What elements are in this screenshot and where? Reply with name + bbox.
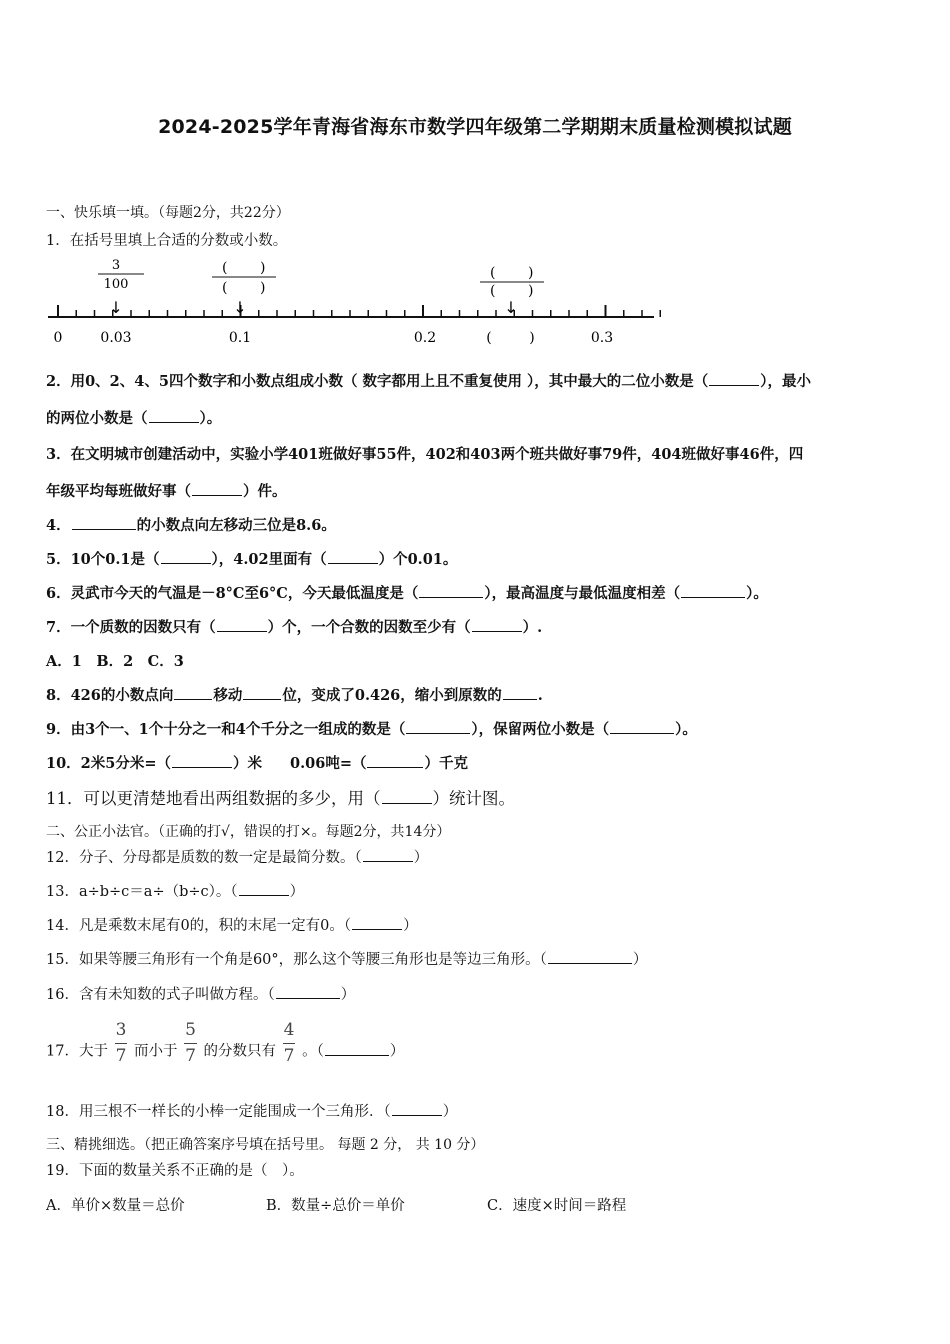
answer-blank[interactable]: [276, 985, 340, 999]
question-19: 19．下面的数量关系不正确的是（ ）。: [46, 1163, 304, 1179]
fraction-denominator: 7: [283, 1046, 295, 1066]
answer-blank[interactable]: [681, 584, 745, 598]
blank-fraction-2-open: (: [490, 265, 496, 281]
q13-text-a: 13．a÷b÷c＝a÷（b÷c）。（: [46, 884, 238, 900]
q6-text-a: 6．灵武市今天的气温是－8°C至6°C，今天最低温度是（: [46, 585, 419, 602]
label-0: 0: [53, 330, 63, 346]
blank-fraction-1-close-b: ): [260, 280, 266, 296]
question-13: [46, 880, 304, 901]
fraction-numerator: 4: [283, 1022, 296, 1044]
q10-text-d: ）千克: [424, 755, 468, 772]
q5-text-a: 5．10个0.1是（: [46, 551, 160, 568]
arrow-icon: ↓: [109, 298, 123, 317]
arrow-icon: ↓: [504, 298, 518, 317]
question-3-cont: [46, 480, 287, 501]
fraction-denominator: 7: [115, 1046, 127, 1066]
q5-text-b: ），4.02里面有（: [211, 551, 327, 568]
question-1: 1．在括号里填上合适的分数或小数。: [46, 233, 288, 249]
fraction-3-7: [115, 1022, 128, 1065]
q16-text-b: ）: [340, 987, 356, 1003]
answer-blank[interactable]: [472, 618, 522, 632]
fraction-denominator: 7: [185, 1046, 196, 1066]
q8-text-c: 位，变成了0.426，缩小到原数的: [282, 687, 502, 704]
section-3-header: 三、精挑细选。（把正确答案序号填在括号里。 每题 2 分， 共 10 分）: [46, 1137, 485, 1153]
answer-blank[interactable]: [149, 409, 199, 423]
q6-text-b: ），最高温度与最低温度相差（: [484, 585, 681, 602]
q2-text-d: ）。: [199, 410, 222, 427]
answer-blank[interactable]: [503, 686, 537, 700]
question-12: [46, 846, 428, 867]
blank-fraction-1-open-b: (: [222, 280, 228, 296]
q2-text-c: 的两位小数是（: [46, 410, 148, 427]
label-blank-close: ): [529, 330, 535, 346]
q17-text-mid2: 的分数只有: [203, 1043, 277, 1060]
q13-text-b: ）: [289, 884, 305, 900]
question-11: [46, 785, 515, 809]
blank-fraction-1-open: (: [222, 260, 228, 276]
q2-text-b: ），最小: [760, 373, 812, 390]
question-6: [46, 582, 768, 603]
fraction-numerator: 5: [184, 1022, 197, 1044]
page-title: 2024-2025学年青海省海东市数学四年级第二学期期末质量检测模拟试题: [158, 116, 792, 138]
question-5: [46, 548, 457, 569]
answer-blank[interactable]: [352, 916, 402, 930]
question-15: [46, 948, 647, 969]
answer-blank[interactable]: [419, 584, 483, 598]
q6-text-c: ）。: [746, 585, 768, 602]
answer-blank[interactable]: [548, 950, 632, 964]
q4-text-a: 4．: [46, 517, 71, 534]
q10-text-a: 10．2米5分米=（: [46, 755, 172, 772]
q9-text-a: 9．由3个一、1个十分之一和4个千分之一组成的数是（: [46, 721, 406, 738]
answer-blank[interactable]: [328, 550, 378, 564]
blank-fraction-2-close: ): [528, 265, 534, 281]
fraction-3-100-denominator: 100: [103, 277, 129, 292]
answer-blank[interactable]: [72, 516, 136, 530]
blank-fraction-1-close: ): [260, 260, 266, 276]
blank-fraction-2-open-b: (: [490, 283, 496, 299]
question-3: 3．在文明城市创建活动中，实验小学401班做好事55件，402和403两个班共做好事79件，404班做好事46件，四: [46, 446, 804, 463]
section-1-header: 一、快乐填一填。（每题2分，共22分）: [46, 205, 290, 221]
q11-text-a: 11．可以更清楚地看出两组数据的多少，用（: [46, 789, 381, 808]
answer-blank[interactable]: [363, 848, 413, 862]
q12-text-a: 12．分子、分母都是质数的数一定是最简分数。（: [46, 850, 362, 866]
fraction-5-7: [184, 1022, 197, 1065]
question-16: [46, 983, 355, 1004]
question-19-option-b[interactable]: B．数量÷总价＝单价: [266, 1198, 405, 1214]
q14-text-a: 14．凡是乘数末尾有0的，积的末尾一定有0。（: [46, 918, 352, 934]
label-0-03: 0.03: [100, 330, 132, 346]
answer-blank[interactable]: [392, 1102, 442, 1116]
q3-text-c: ）件。: [243, 483, 287, 500]
answer-blank[interactable]: [239, 882, 289, 896]
q8-text-a: 8．426的小数点向: [46, 687, 174, 704]
q5-text-c: ）个0.01。: [378, 551, 458, 568]
q17-text-post: 。（: [302, 1043, 324, 1060]
answer-blank[interactable]: [172, 754, 232, 768]
q15-text-a: 15．如果等腰三角形有一个角是60°，那么这个等腰三角形也是等边三角形。（: [46, 952, 547, 968]
question-19-option-a[interactable]: A．单价×数量＝总价: [46, 1198, 185, 1214]
q8-text-b: 移动: [213, 687, 243, 704]
q17-text-end: ）: [389, 1043, 405, 1060]
question-18: [46, 1100, 457, 1121]
section-2-header: 二、公正小法官。（正确的打√，错误的打×。每题2分，共14分）: [46, 824, 451, 840]
answer-blank[interactable]: [174, 686, 212, 700]
q12-text-b: ）: [413, 850, 429, 866]
question-9: [46, 718, 697, 739]
q7-text-b: ）个，一个合数的因数至少有（: [267, 619, 471, 636]
answer-blank[interactable]: [217, 618, 267, 632]
q16-text-a: 16．含有未知数的式子叫做方程。（: [46, 987, 275, 1003]
answer-blank[interactable]: [709, 372, 759, 386]
q18-text-a: 18．用三根不一样长的小棒一定能围成一个三角形．（: [46, 1104, 391, 1120]
q7-text-a: 7．一个质数的因数只有（: [46, 619, 216, 636]
question-10: [46, 752, 468, 773]
q7-text-c: ）.: [522, 619, 543, 636]
question-8: [46, 684, 543, 705]
q10-text-c: 0.06吨=（: [290, 755, 367, 772]
label-blank-open: (: [486, 330, 492, 346]
question-2-cont: [46, 407, 221, 428]
answer-blank[interactable]: [406, 720, 470, 734]
question-17: [46, 1020, 405, 1073]
label-0-3: 0.3: [590, 330, 614, 346]
fraction-3-100-numerator: 3: [111, 258, 121, 273]
q10-text-b: ）米: [233, 755, 263, 772]
answer-blank[interactable]: [192, 482, 242, 496]
label-0-2: 0.2: [413, 330, 437, 346]
question-7-options: A．1 B．2 C．3: [46, 653, 184, 670]
q2-text-a: 2．用0、2、4、5四个数字和小数点组成小数（ 数字都用上且不重复使用 ），其中最大的二位小数是（: [46, 373, 709, 390]
q11-text-b: ）统计图。: [432, 789, 515, 808]
arrow-icon: ↓: [233, 298, 247, 317]
fraction-4-7: [283, 1022, 296, 1065]
q3-text-b: 年级平均每班做好事（: [46, 483, 191, 500]
q17-text-mid: 而小于: [134, 1043, 178, 1060]
q9-text-b: ），保留两位小数是（: [471, 721, 610, 738]
q9-text-c: ）。: [675, 721, 697, 738]
answer-blank[interactable]: [382, 790, 432, 804]
q17-text-pre: 17．大于: [46, 1043, 108, 1060]
question-7: [46, 616, 542, 637]
answer-blank[interactable]: [610, 720, 674, 734]
answer-blank[interactable]: [161, 550, 211, 564]
answer-blank[interactable]: [367, 754, 423, 768]
question-19-option-c[interactable]: C．速度×时间＝路程: [487, 1198, 627, 1214]
number-line-ticks: [58, 305, 660, 317]
question-14: [46, 914, 418, 935]
q18-text-b: ）: [442, 1104, 458, 1120]
q14-text-b: ）: [403, 918, 418, 934]
answer-blank[interactable]: [243, 686, 281, 700]
label-0-1: 0.1: [228, 330, 252, 346]
q8-text-d: .: [537, 687, 543, 704]
answer-blank[interactable]: [325, 1042, 389, 1056]
question-2: [46, 370, 811, 391]
fraction-numerator: 3: [115, 1022, 128, 1044]
q4-text-b: 的小数点向左移动三位是8.6。: [136, 517, 336, 534]
blank-fraction-2-close-b: ): [528, 283, 534, 299]
question-4: [46, 514, 336, 535]
number-line-figure: [40, 255, 665, 350]
q15-text-b: ）: [632, 952, 648, 968]
